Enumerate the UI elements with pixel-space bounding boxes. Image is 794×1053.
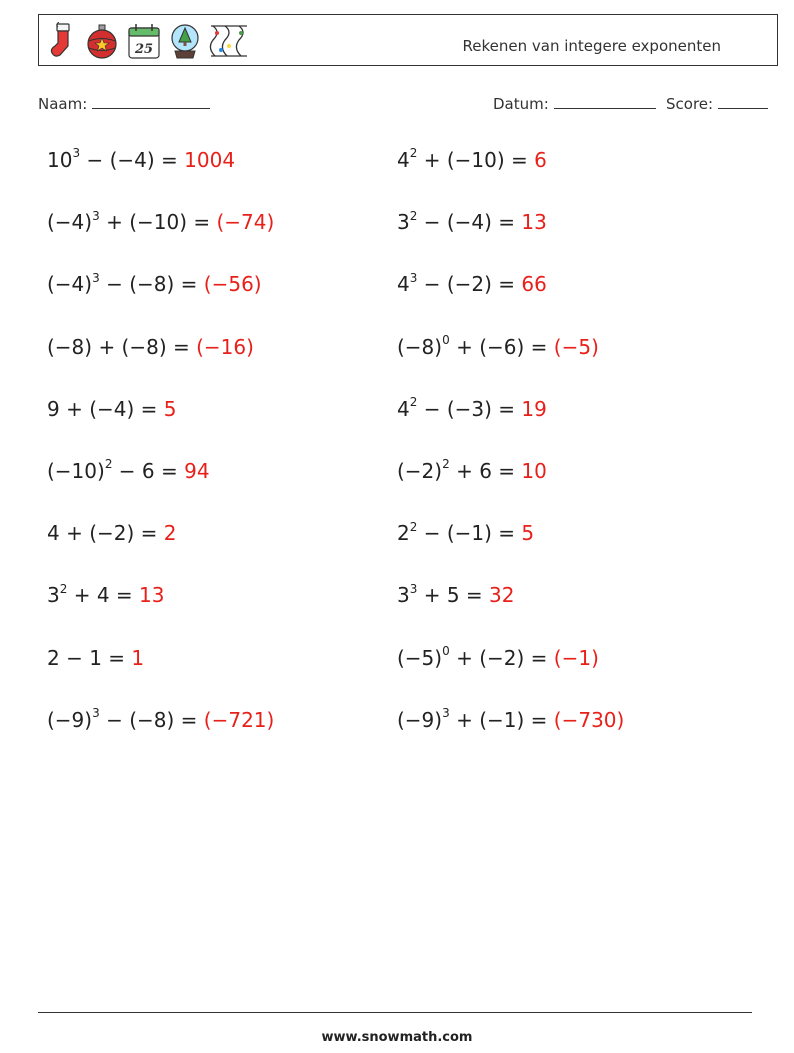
problem-answer: (−1) [553,645,599,670]
problem-base: (−10) [47,459,105,483]
stocking-icon [47,22,77,60]
problem-base: (−9) [47,707,93,732]
problem-answer: 13 [521,210,547,235]
problem-rest: − 6 = [112,459,185,483]
problem-answer: 10 [521,459,547,483]
problem-row [397,332,599,359]
problem-answer: (−5) [553,334,599,359]
problem-exponent: 2 [409,208,418,223]
problem-answer: 2 [163,521,177,546]
problem-base: 2 − 1 = [47,645,132,670]
icon-row [47,21,249,61]
problem-exponent: 3 [409,270,418,285]
date-field [493,94,656,113]
problem-exponent: 0 [442,332,450,347]
problem-rest: − (−2) = [417,272,522,297]
problem-exponent: 3 [72,146,81,161]
problem-base: 3 [397,210,410,235]
problem-exponent: 3 [409,581,418,596]
problem-row [47,335,254,359]
problem-answer: 6 [534,148,547,172]
problem-rest: − (−4) = [417,210,522,235]
problem-rest: + (−10) = [417,148,535,172]
page-title: Rekenen van integere exponenten [462,37,721,55]
problem-answer: 1004 [184,148,236,172]
problem-base: (−9) [397,707,443,732]
problem-base: (−5) [397,645,443,670]
problem-answer: 19 [521,396,547,421]
problem-rest: + (−2) = [449,645,554,670]
problem-base: 4 + (−2) = [47,521,164,546]
problem-base: 4 [397,272,410,297]
problem-row [47,459,210,483]
problem-exponent: 2 [104,457,113,472]
problem-rest: + (−1) = [449,707,554,732]
problem-row [397,643,599,670]
problem-base: 4 [397,148,410,172]
problem-row [47,521,177,545]
problem-rest: − (−1) = [417,521,522,546]
problem-base: 4 [397,396,410,421]
calendar-day-text: 25 [134,42,154,57]
problem-row [397,459,547,483]
problem-row [397,397,547,421]
problem-exponent: 2 [409,519,418,534]
problem-row [397,583,515,607]
problem-rest: − (−8) = [99,707,204,732]
problem-base: (−2) [397,459,443,483]
snow-globe-icon [169,22,201,60]
problem-rest: + 4 = [67,583,140,608]
problem-base: (−8) + (−8) = [47,334,197,359]
problem-row [47,583,165,607]
problem-row [397,521,534,545]
problem-exponent: 3 [442,706,450,721]
problem-exponent: 2 [409,395,418,410]
problem-base: 3 [397,583,410,608]
problem-row [47,708,274,732]
problem-base: 10 [47,148,73,172]
date-blank[interactable] [554,94,656,109]
score-blank[interactable] [718,94,768,109]
problem-answer: (−730) [553,707,625,732]
problem-base: 2 [397,521,410,546]
problem-exponent: 0 [442,643,450,658]
problem-exponent: 3 [92,270,100,285]
name-field [38,94,210,113]
problem-base: 9 + (−4) = [47,396,164,421]
footer-divider [38,1012,752,1013]
problem-exponent: 2 [442,457,450,472]
problem-exponent: 3 [92,706,100,721]
problem-answer: 13 [139,583,165,608]
ornament-icon [85,22,119,60]
problem-base: (−4) [47,210,93,235]
problem-row [47,397,177,421]
score-label: Score: [666,95,714,113]
problem-exponent: 2 [59,581,68,596]
problem-row [397,708,624,732]
problem-answer: 32 [489,583,515,608]
problem-base: 3 [47,583,60,608]
problem-answer: 66 [521,272,547,297]
problem-answer: (−16) [196,334,254,359]
problem-base: (−4) [47,272,93,297]
problem-rest: − (−3) = [417,396,522,421]
problem-answer: 5 [521,521,535,546]
footer-url: www.snowmath.com [321,1030,473,1045]
problem-row [397,148,547,172]
problem-answer: 94 [184,459,210,483]
problem-rest: + (−6) = [449,334,554,359]
name-blank[interactable] [92,94,210,109]
problem-answer: 1 [131,645,145,670]
problem-base: (−8) [397,334,443,359]
problem-row [47,272,262,296]
problem-exponent: 2 [409,146,418,161]
problem-row [397,272,547,296]
problem-answer: (−721) [203,707,275,732]
problem-answer: 5 [163,396,177,421]
problem-rest: + 5 = [417,583,490,608]
lights-icon [209,22,249,60]
problem-row [397,210,547,234]
problem-exponent: 3 [92,208,100,223]
problem-rest: + (−10) = [99,210,217,235]
problem-rest: − (−8) = [99,272,204,297]
score-field [666,94,768,113]
date-label: Datum: [493,95,549,113]
calendar-25-icon [127,22,161,60]
problem-rest: + 6 = [449,459,522,483]
problem-row [47,646,144,670]
problem-row [47,210,274,234]
problem-row [47,148,235,172]
problem-answer: (−56) [203,272,262,297]
name-label: Naam: [38,95,88,113]
problem-answer: (−74) [216,210,275,235]
header-box [38,14,778,66]
problem-rest: − (−4) = [80,148,185,172]
